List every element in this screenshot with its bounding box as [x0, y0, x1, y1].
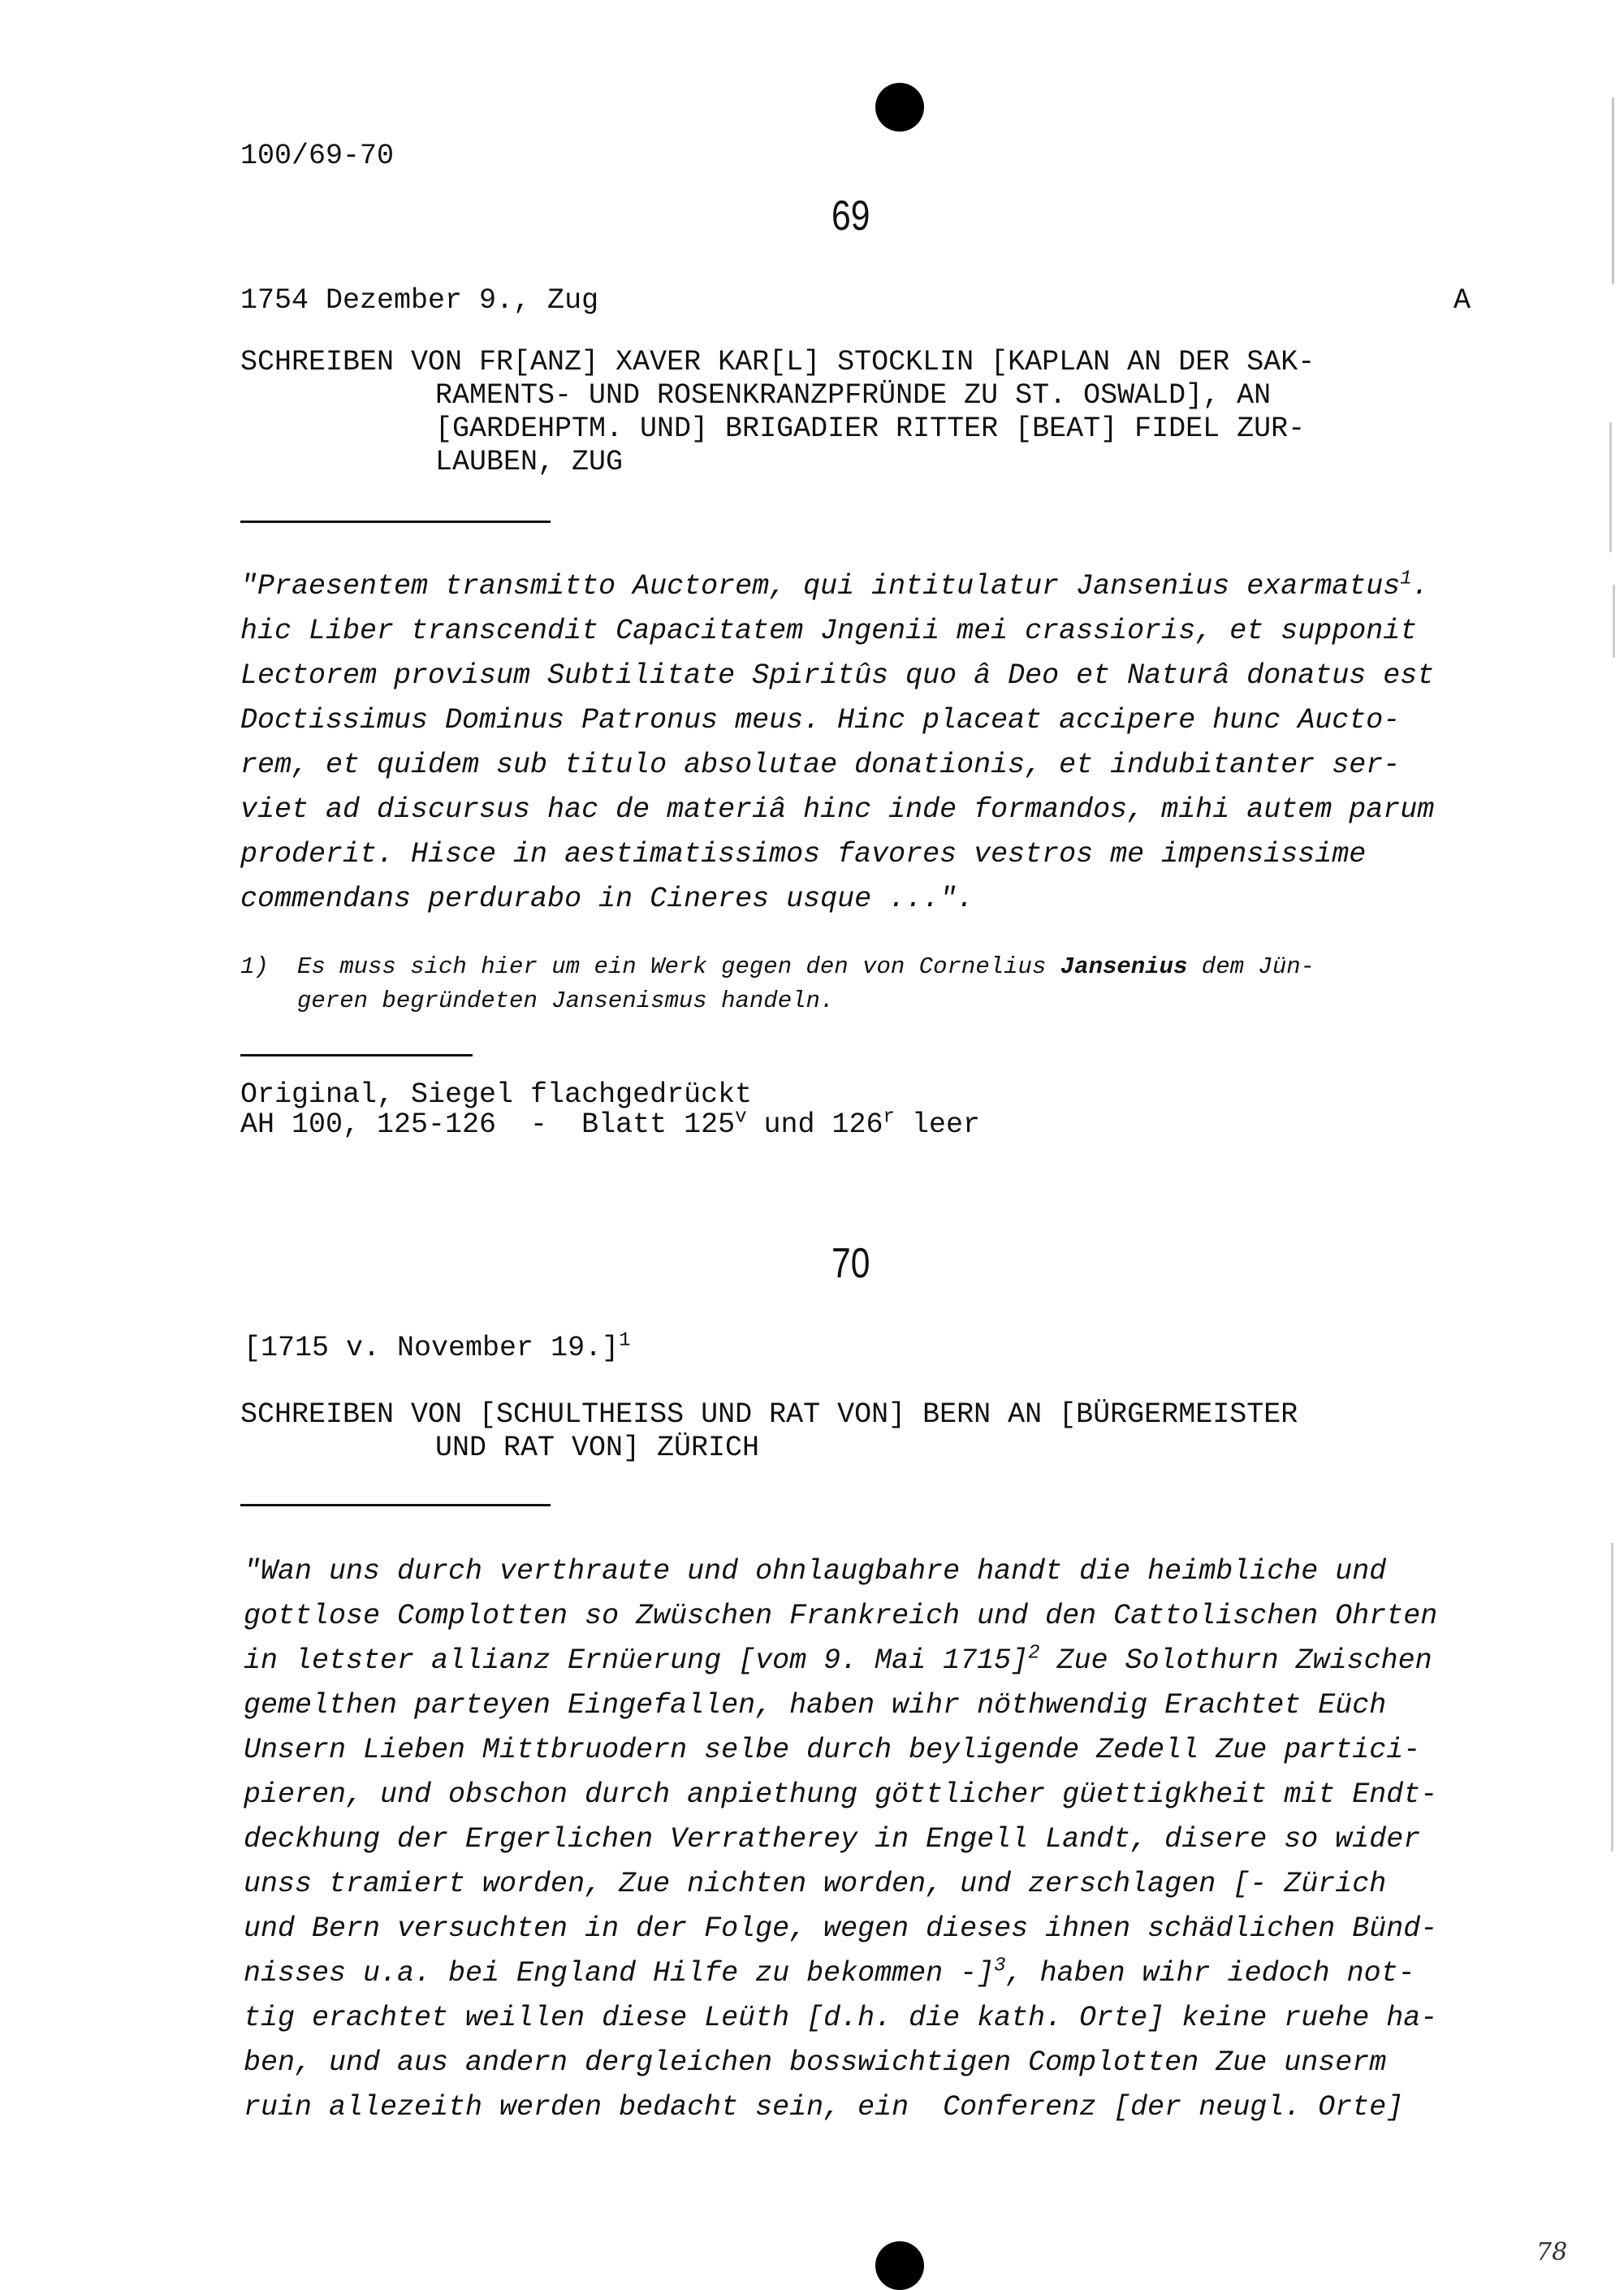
doc69-body-line: "Praesentem transmitto Auctorem, qui intitulatur Jansenius exarmatus$^1$. [240, 568, 1429, 603]
footnote-ref-1: 1 [619, 1329, 631, 1352]
punch-hole-bottom [875, 2241, 924, 2290]
doc69-title [240, 346, 1315, 479]
page-reference: 100/69-70 [240, 140, 395, 172]
page-tag: A [1453, 284, 1471, 317]
doc69-body-line: commendans perdurabo in Cineres usque ...". [240, 883, 974, 915]
doc70-date: [1715 v. November 19.]$^1$ [244, 1329, 631, 1364]
doc69-title-line: [GARDEHPTM. UND] BRIGADIER RITTER [BEAT] FIDEL ZUR- [435, 413, 1306, 445]
doc69-date: 1754 Dezember 9., Zug [240, 284, 599, 317]
doc70-body-line: deckhung der Ergerlichen Verratherey in Engell Landt, disere so wider [244, 1823, 1421, 1856]
punch-hole-top [875, 83, 924, 132]
doc69-body-line: proderit. Hisce in aestimatissimos favores vestros me impensissime [240, 838, 1367, 871]
doc70-body-line: pieren, und obschon durch anpiethung göttlicher güettigkheit mit Endt- [244, 1778, 1438, 1811]
doc70-body-line: gemelthen parteyen Eingefallen, haben wihr nöthwendig Erachtet Eüch [244, 1689, 1387, 1722]
footnote-ref-3: 3 [994, 1955, 1006, 1977]
doc70-body-line: Unsern Lieben Mittbruodern selbe durch beyligende Zedell Zue partici- [244, 1734, 1421, 1766]
scan-edge-mark [1613, 585, 1615, 658]
separator-rule [240, 521, 551, 523]
doc69-body-line: rem, et quidem sub titulo absolutae donationis, et indubitanter ser- [240, 749, 1401, 781]
doc69-body-line: hic Liber transcendit Capacitatem Jngenii mei crassioris, et supponit [240, 615, 1418, 647]
doc70-title-line: UND RAT VON] ZÜRICH [435, 1432, 760, 1464]
scan-edge-mark [1612, 97, 1614, 284]
doc70-body-line: ruin allezeith werden bedacht sein, ein Conferenz [der neugl. Orte] [244, 2091, 1404, 2124]
doc69-body-line: Doctissimus Dominus Patronus meus. Hinc placeat accipere hunc Aucto- [240, 704, 1401, 737]
doc69-source [240, 1080, 980, 1140]
doc-number-69: 69 [831, 192, 870, 240]
doc69-title-line: LAUBEN, ZUG [435, 446, 624, 478]
footnote-line: geren begründeten Jansenismus handeln. [297, 987, 835, 1014]
doc70-body-line: und Bern versuchten in der Folge, wegen dieses ihnen schädlichen Bünd- [244, 1912, 1438, 1945]
doc70-body-line: "Wan uns durch verthraute und ohnlaugbahre handt die heimbliche und [244, 1555, 1387, 1588]
doc-number-70: 70 [831, 1240, 870, 1287]
handwritten-folio-number: 78 [1536, 2238, 1568, 2266]
doc70-body-line: ben, und aus andern dergleichen bosswichtigen Complotten Zue unserm [244, 2046, 1387, 2079]
scan-edge-mark [1611, 1543, 1613, 1851]
footnote-bold-name: Jansenius [1060, 953, 1188, 980]
doc69-body-line: Lectorem provisum Subtilitate Spiritûs quo â Deo et Naturâ donatus est [240, 659, 1435, 692]
doc70-body-line: in letster allianz Ernüerung [vom 9. Mai 1715]$^2$ Zue Solothurn Zwischen [244, 1642, 1432, 1677]
doc70-body-line: unss tramiert worden, Zue nichten worden, und zerschlagen [- Zürich [244, 1868, 1387, 1900]
footnote-ref-2: 2 [1028, 1642, 1040, 1665]
separator-rule [240, 1504, 551, 1506]
doc70-title [240, 1398, 1298, 1465]
doc69-footnote: 1) Es muss sich hier um ein Werk gegen den von Cornelius Jansenius dem Jün- geren begründeten Jansenismus handeln. [240, 950, 1315, 1018]
doc69-title-line: RAMENTS- UND ROSENKRANZPFRÜNDE ZU ST. OSWALD], AN [435, 379, 1272, 412]
source-line: AH 100, 125-126 - Blatt 125$^v$ und 126$^r$ leer [240, 1106, 980, 1141]
separator-rule [240, 1054, 473, 1056]
doc69-body-line: viet ad discursus hac de materiâ hinc inde formandos, mihi autem parum [240, 793, 1435, 826]
doc70-body-line: gottlose Complotten so Zwüschen Frankreich und den Cattolischen Ohrten [244, 1600, 1438, 1632]
doc70-body [244, 1549, 1437, 2130]
footnote-ref-1: 1 [1400, 568, 1412, 590]
footnote-marker: 1) [240, 953, 269, 980]
source-line: Original, Siegel flachgedrückt [240, 1078, 753, 1111]
doc70-body-line: nisses u.a. bei England Hilfe zu bekommen -]$^3$, haben wihr iedoch not- [244, 1955, 1415, 1990]
doc69-title-line: SCHREIBEN VON FR[ANZ] XAVER KAR[L] STOCKLIN [KAPLAN AN DER SAK- [240, 346, 1315, 378]
doc70-body-line: tig erachtet weillen diese Leüth [d.h. die kath. Orte] keine ruehe ha- [244, 2002, 1438, 2034]
scan-edge-mark [1609, 422, 1612, 552]
doc70-title-line: SCHREIBEN VON [SCHULTHEISS UND RAT VON] BERN AN [BÜRGERMEISTER [240, 1398, 1298, 1431]
doc69-body [240, 564, 1434, 922]
